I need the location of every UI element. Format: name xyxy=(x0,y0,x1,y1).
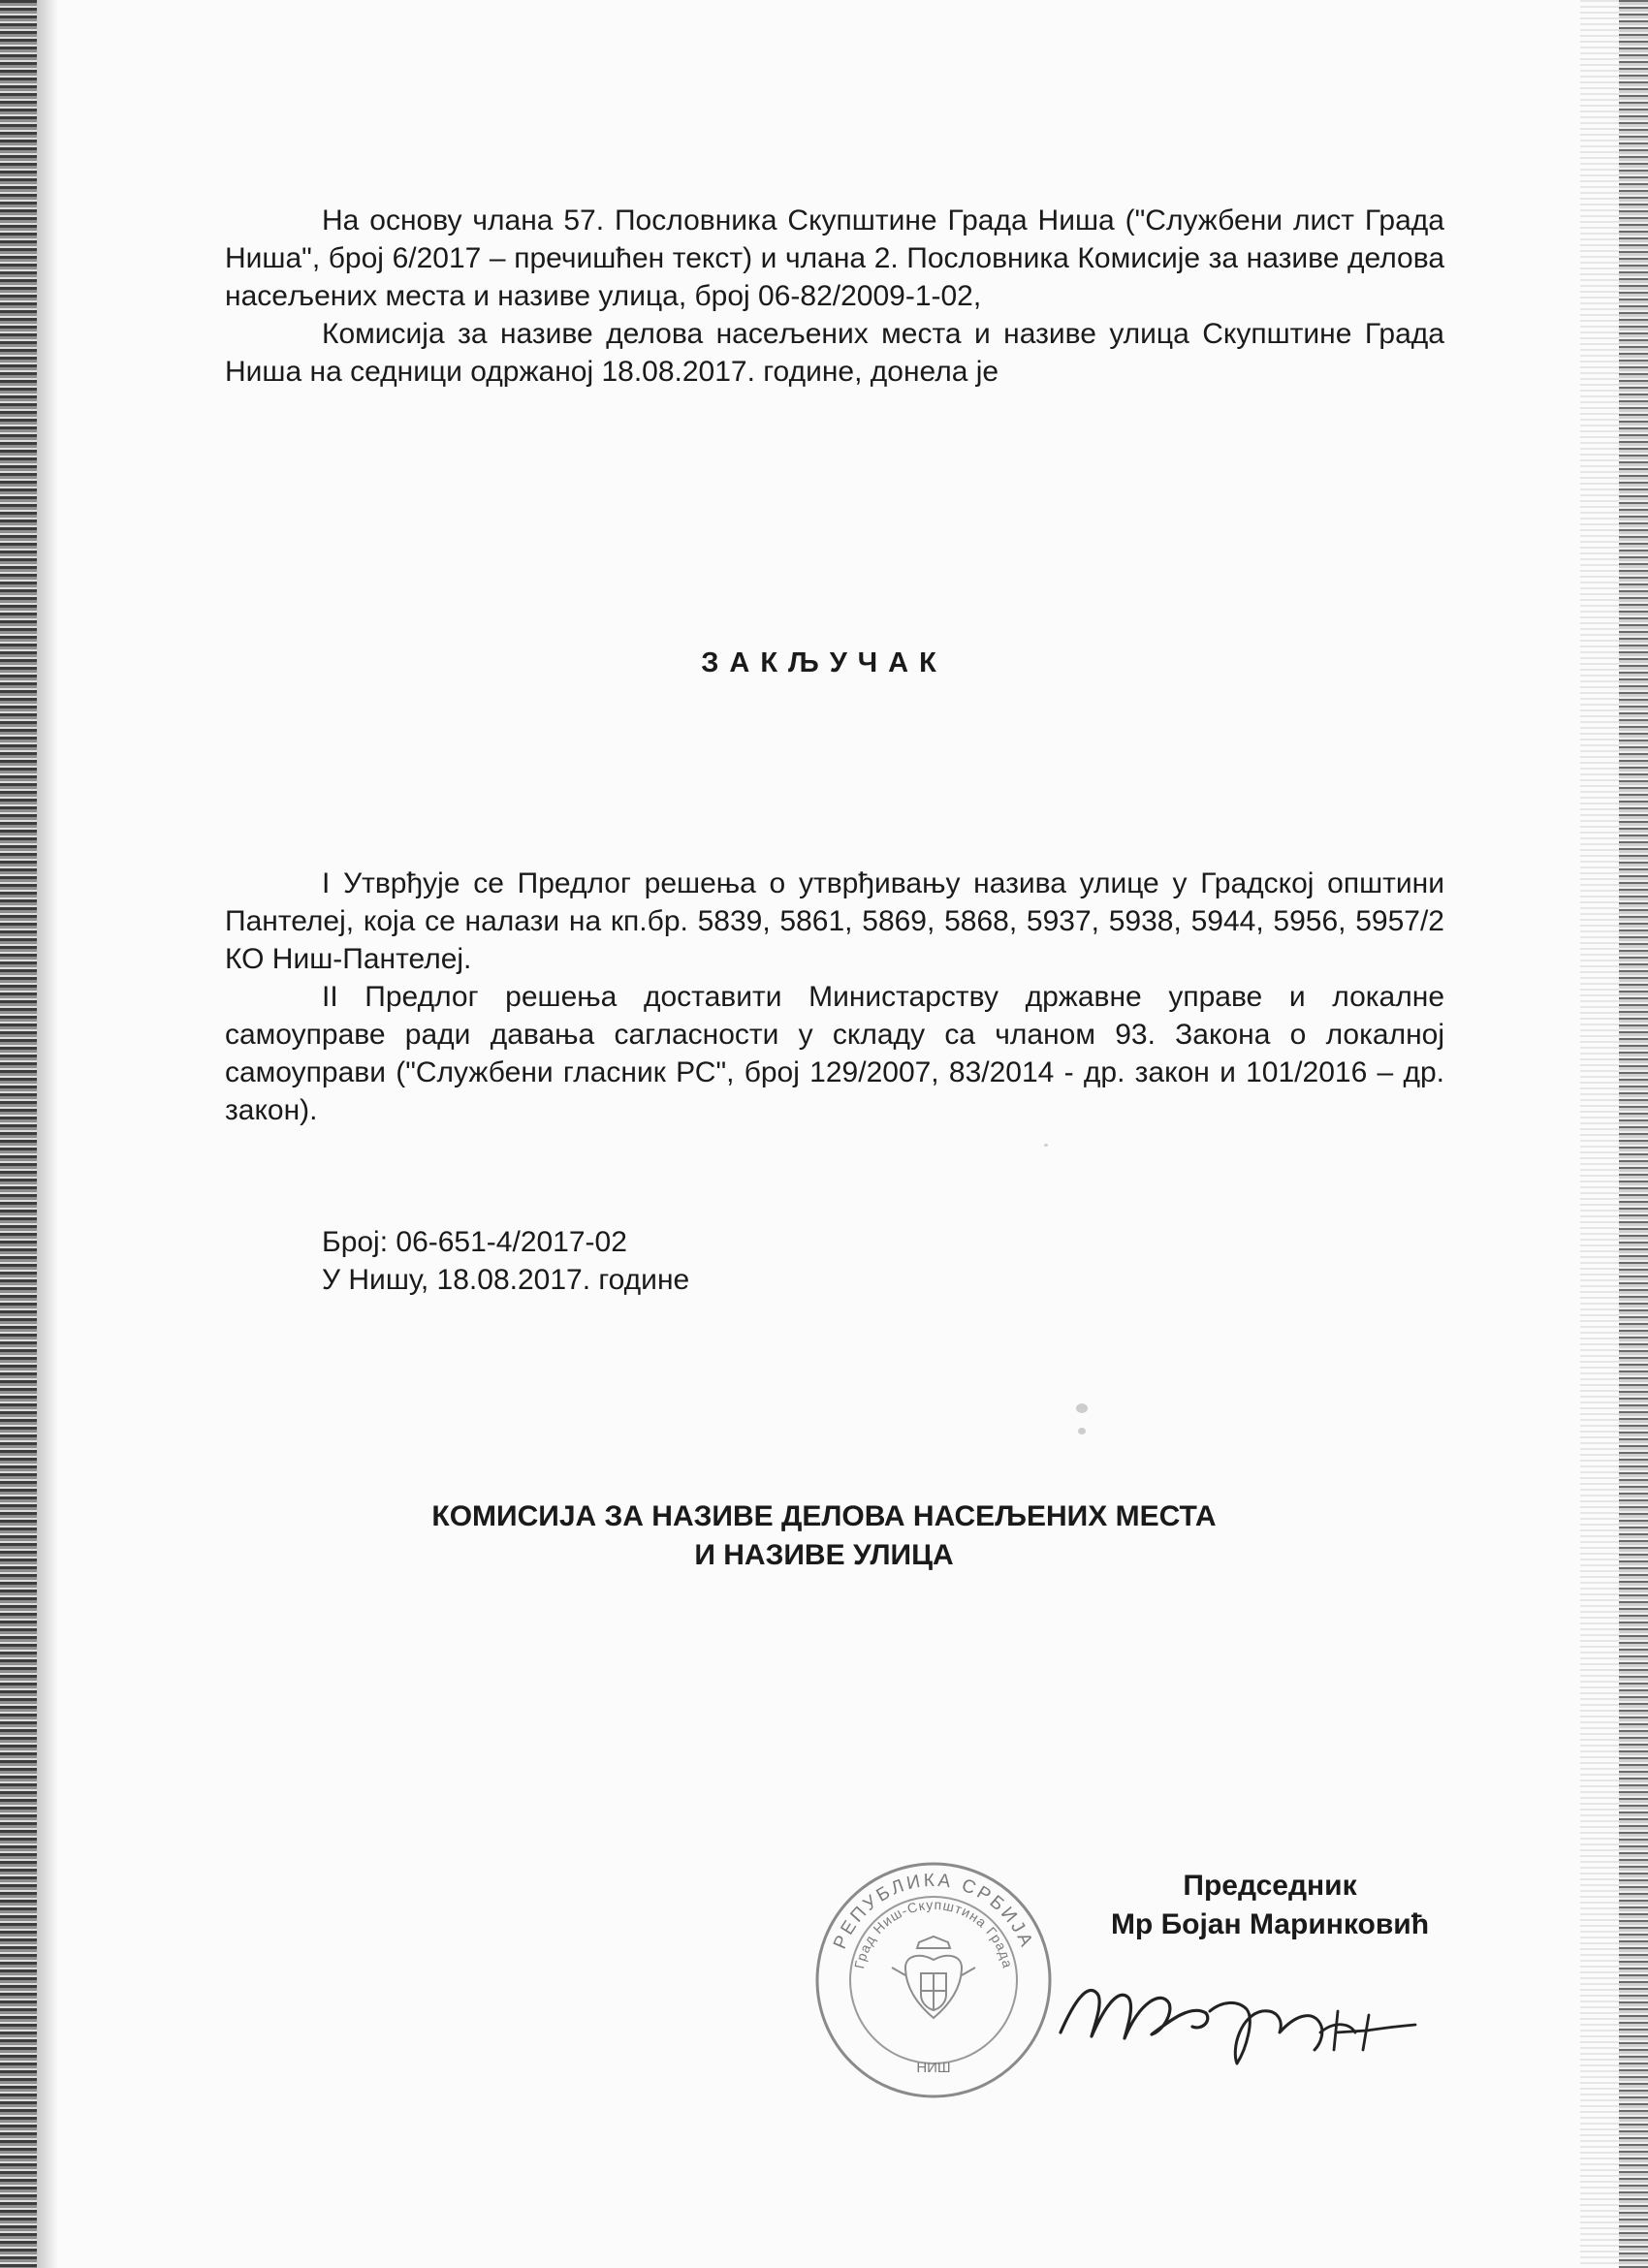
stamp-bottom-text: НИШ xyxy=(916,2060,951,2076)
place-and-date: У Нишу, 18.08.2017. године xyxy=(322,1264,690,1296)
scan-edge-left xyxy=(0,0,37,2268)
item-1-text: Утврђује се Предлог решења о утврђивању назива улице у Градској општини Пантелеј, која се налази на кп.бр. 5839, 5861, 5869, 5868, 5937, 5938, 5944, 5956, 5957/2 КО Ниш-Пантелеј. xyxy=(225,867,1444,975)
scan-speck xyxy=(1076,1403,1088,1413)
commission-name xyxy=(0,1497,1648,1575)
official-stamp xyxy=(812,1859,1055,2101)
coat-of-arms-icon xyxy=(892,1937,975,2018)
commission-name-line-1: КОМИСИЈА ЗА НАЗИВЕ ДЕЛОВА НАСЕЉЕНИХ МЕСТА xyxy=(431,1500,1217,1532)
preamble-paragraph-2: Комисија за називе делова насељених места и називе улица Скупштине Града Ниша на седници одржаној 18.08.2017. године, донела је xyxy=(225,318,1444,388)
document-title: ЗАКЉУЧАК xyxy=(701,647,947,678)
item-2-text: Предлог решења доставити Министарству државне управе и локалне самоуправе ради давања сагласности у складу са чланом 93. Закона о локалној самоуправи ("Службени гласник РС", број 129/2007, 83/2014 - др. закон и 101/2016 – др. закон). xyxy=(225,981,1444,1126)
handwritten-signature xyxy=(1047,1943,1435,2069)
preamble-paragraph-1: На основу члана 57. Пословника Скупштине Града Ниша ("Службени лист Града Ниша", број 6/2017 – пречишћен текст) и члана 2. Пословника Комисије за називе делова насељених места и називе улица, број 06-82/2009-1-02, xyxy=(225,205,1444,312)
signatory-role: Председник xyxy=(1183,1870,1357,1902)
scan-speck xyxy=(1078,1428,1086,1434)
stamp-outer-text: РЕПУБЛИКА СРБИЈА xyxy=(830,1870,1037,1952)
document-reference xyxy=(322,1223,689,1299)
commission-name-line-2: И НАЗИВЕ УЛИЦА xyxy=(694,1539,954,1571)
conclusion-body xyxy=(225,865,1444,1129)
scan-edge-left-shadow xyxy=(37,0,58,2268)
item-2-numeral: II xyxy=(322,981,338,1013)
scan-speck xyxy=(1044,1144,1048,1147)
scan-edge-right-shadow xyxy=(1580,0,1619,2268)
conclusion-item-1 xyxy=(225,865,1444,978)
stamp-inner-text: Град Ниш-Скупштина Града xyxy=(851,1896,1016,1970)
item-1-numeral: I xyxy=(322,867,331,899)
preamble xyxy=(225,202,1444,391)
scan-edge-right xyxy=(1619,0,1648,2268)
signatory xyxy=(1062,1867,1478,1944)
signatory-name: Мр Бојан Маринковић xyxy=(1110,1908,1430,1940)
reference-number: Број: 06-651-4/2017-02 xyxy=(322,1226,627,1258)
conclusion-item-2 xyxy=(225,978,1444,1129)
